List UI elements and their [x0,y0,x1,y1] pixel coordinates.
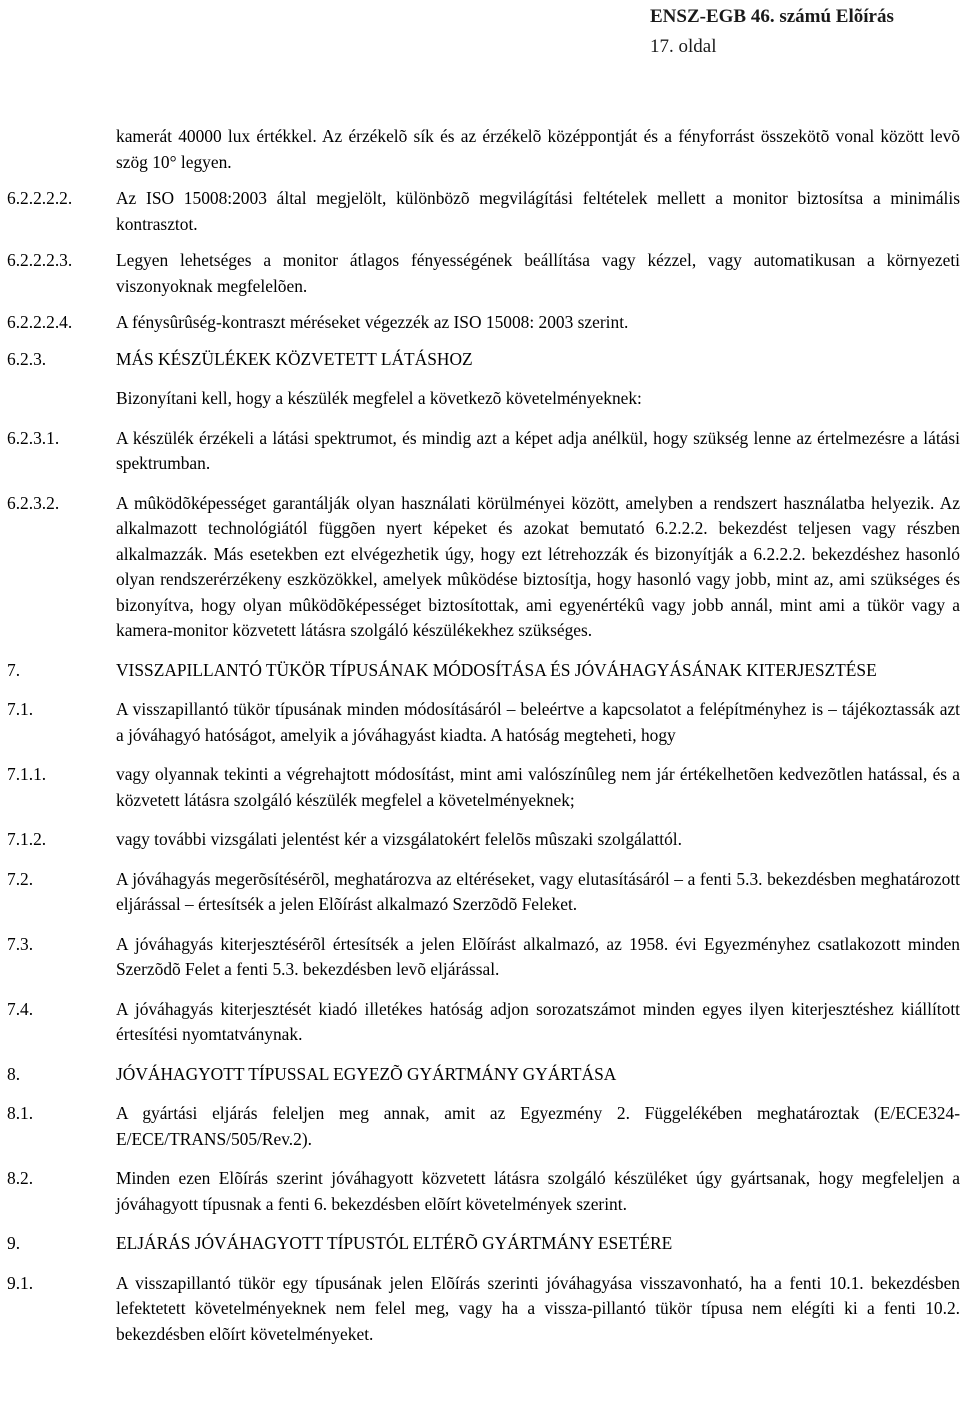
paragraph-number: 8.2. [7,1168,34,1188]
document-title: ENSZ-EGB 46. számú Elõírás [650,6,894,27]
page-header [650,2,950,62]
section-heading [7,347,960,373]
paragraph [7,248,960,299]
paragraph-text: Az ISO 15008:2003 által megjelölt, különbözõ megvilágítási feltételek mellett a monitor biztosítsa a minimális kontrasztot. [116,188,960,234]
paragraph [7,697,960,748]
paragraph [7,491,960,644]
paragraph [7,386,960,412]
paragraph [7,762,960,813]
paragraph-number: 7.2. [7,868,34,889]
section-number: 9. [7,1233,21,1253]
section-number: 6.2.3. [7,348,47,369]
paragraph-text: kamerát 40000 lux értékkel. Az érzékelõ sík és az érzékelõ középpontját és a fényforrást összekötõ vonal között levõ szög 10° legyen. [116,126,960,172]
paragraph [7,932,960,983]
paragraph-number: 9.1. [7,1272,34,1293]
paragraph-number: 6.2.2.2.4. [7,312,73,332]
paragraph-text: Bizonyítani kell, hogy a készülék megfelel a következõ követelményeknek: [116,388,642,408]
paragraph [7,124,960,175]
paragraph-text: A készülék érzékeli a látási spektrumot, és mindig azt a képet adja anélkül, hogy szükség lenne az értelmezésre a látási spektrumban. [116,427,960,473]
paragraph-text: A mûködõképességet garantálják olyan használati körülményei között, amelyben a rendszert használatba helyezik. Az alkalmazott technológiától függõen nyert képeket és azokat bemutató 6.2.2.2. bekezdést teljesen vagy részben alkalmazzák. Más esetekben ezt elvégezhetik úgy, hogy ezt létrehozzák és bizonyítják a 6.2.2.2. bekezdéshez hasonló olyan rendszerérzékeny eszközökkel, amelyek mûködése biztosítja, hogy hasonló vagy jobb, mint az, ami szükséges és bizonyítva, hogy olyan mûködõképességet biztosítottak, ami egyenértékû vagy jobb annál, mint ami a tükör vagy a kamera-monitor közvetett látásra szolgáló készülékekhez szükséges. [116,492,960,640]
paragraph-text: vagy további vizsgálati jelentést kér a vizsgálatokért felelõs mûszaki szolgálattól. [116,829,682,849]
section-title: JÓVÁHAGYOTT TÍPUSSAL EGYEZÕ GYÁRTMÁNY GYÁRTÁSA [116,1063,617,1084]
paragraph-number: 6.2.2.2.2. [7,188,73,208]
section-title: MÁS KÉSZÜLÉKEK KÖZVETETT LÁTÁSHOZ [116,348,473,369]
section-number: 7. [7,659,21,680]
paragraph-text: A gyártási eljárás feleljen meg annak, amit az Egyezmény 2. Függelékében meghatároztak (E/ECE324-E/ECE/TRANS/505/Rev.2). [116,1103,960,1149]
paragraph-number: 6.2.3.1. [7,427,60,448]
paragraph-text: A fénysûrûség-kontraszt méréseket végezzék az ISO 15008: 2003 szerint. [116,312,629,332]
paragraph-text: A visszapillantó tükör egy típusának jelen Elõírás szerinti jóváhagyása visszavonható, ha a fenti 10.1. bekezdésben lefektetett követelményeknek nem felel meg, vagy ha a vissza-pillantó tükör típusa nem elégíti ki a fenti 10.2. bekezdésben elõírt követelményeket. [116,1272,960,1344]
section-title: ELJÁRÁS JÓVÁHAGYOTT TÍPUSTÓL ELTÉRÕ GYÁRTMÁNY ESETÉRE [116,1233,673,1253]
paragraph [7,997,960,1048]
paragraph [7,1166,960,1217]
paragraph-number: 7.3. [7,933,34,954]
section-title: VISSZAPILLANTÓ TÜKÖR TÍPUSÁNAK MÓDOSÍTÁSA ÉS JÓVÁHAGYÁSÁNAK KITERJESZTÉSE [116,659,877,680]
paragraph-number: 7.1.2. [7,829,47,849]
paragraph-number: 6.2.3.2. [7,492,60,513]
section-heading [7,1231,960,1257]
paragraph-number: 7.4. [7,998,34,1019]
paragraph-text: A jóváhagyás megerõsítésérõl, meghatározva az eltéréseket, vagy elutasításáról – a fenti 5.3. bekezdésben meghatározott eljárással – értesítsék a jelen Elõírást alkalmazó Szerzõdõ Feleket. [116,868,960,914]
paragraph [7,867,960,918]
paragraph [7,827,960,853]
paragraph [7,310,960,336]
page-number: 17. oldal [650,36,717,57]
paragraph-text: A jóváhagyás kiterjesztésérõl értesítsék a jelen Elõírást alkalmazó, az 1958. évi Egyezményhez csatlakozott minden Szerzõdõ Felet a fenti 5.3. bekezdésben levõ eljárással. [116,933,960,979]
document-body [7,124,960,1347]
paragraph-number: 7.1.1. [7,764,47,784]
paragraph-text: A jóváhagyás kiterjesztését kiadó illetékes hatóság adjon sorozatszámot minden egyes ilyen kiterjesztéshez kiállított értesítési nyomtatványnak. [116,998,960,1044]
section-heading [7,658,960,684]
paragraph-text: Legyen lehetséges a monitor átlagos fényességének beállítása vagy kézzel, vagy automatikusan a környezeti viszonyoknak megfelelõen. [116,250,960,296]
paragraph [7,426,960,477]
paragraph [7,186,960,237]
section-heading [7,1062,960,1088]
paragraph-text: vagy olyannak tekinti a végrehajtott módosítást, mint ami valószínûleg nem jár értékelhetõen kedvezõtlen hatással, és a közvetett látásra szolgáló készülék megfelel a követelményeknek; [116,764,960,810]
section-number: 8. [7,1063,21,1084]
paragraph-text: Minden ezen Elõírás szerint jóváhagyott közvetett látásra szolgáló készüléket úgy gyártsanak, hogy megfeleljen a jóváhagyott típusnak a fenti 6. bekezdésben elõírt követelmények szerint. [116,1168,960,1214]
paragraph [7,1101,960,1152]
paragraph-text: A visszapillantó tükör típusának minden módosításáról – beleértve a kapcsolatot a felépítményhez is – tájékoztassák azt a jóváhagyó hatóságot, amelyik a jóváhagyást kiadta. A hatóság megteheti, hogy [116,699,960,745]
paragraph-number: 6.2.2.2.3. [7,250,73,270]
paragraph [7,1271,960,1348]
paragraph-number: 7.1. [7,699,34,719]
paragraph-number: 8.1. [7,1103,34,1123]
